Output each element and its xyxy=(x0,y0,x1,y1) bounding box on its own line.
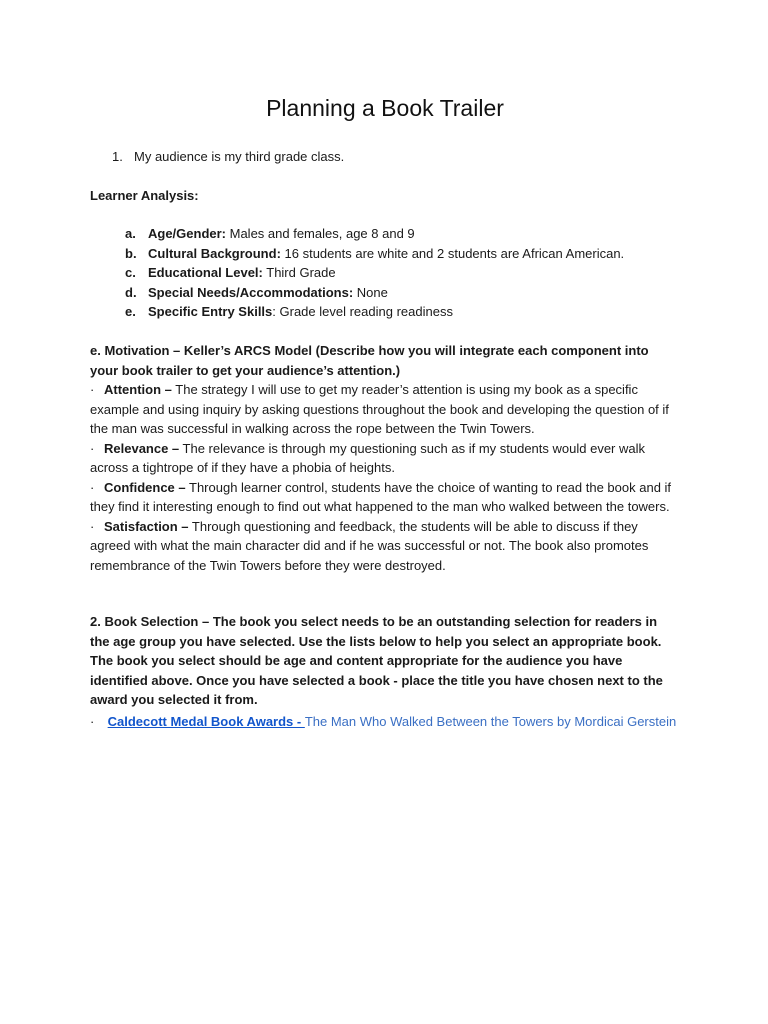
book-selection-section xyxy=(90,612,680,734)
arcs-confidence: · Confidence – Through learner control, students have the choice of wanting to read the book and if they find it interesting enough to find out what happened to the man who walked between the towers. xyxy=(90,479,672,514)
learner-analysis-heading: Learner Analysis: xyxy=(90,188,199,203)
learner-analysis-item: c. Educational Level: Third Grade xyxy=(125,265,336,280)
learner-analysis-list xyxy=(125,224,624,322)
award-entry: · Caldecott Medal Book Awards - The Man Who Walked Between the Towers by Mordicai Gerstein xyxy=(90,713,677,729)
motivation-heading: e. Motivation – Keller’s ARCS Model (Describe how you will integrate each component into your book trailer to get your audience’s attention.) xyxy=(90,343,649,378)
audience-item-text: My audience is my third grade class. xyxy=(134,149,345,164)
arcs-attention: · Attention – The strategy I will use to get my reader’s attention is using my book as a specific example and using inquiry by asking questions throughout the book and developing the question of if the man was successful in walking across the rope between the Twin Towers. xyxy=(90,382,669,436)
learner-analysis-item: b. Cultural Background: 16 students are white and 2 students are African American. xyxy=(125,245,625,261)
document-title: Planning a Book Trailer xyxy=(266,95,504,121)
learner-analysis-item: a. Age/Gender: Males and females, age 8 and 9 xyxy=(125,226,415,241)
book-selection-heading: 2. Book Selection – The book you select needs to be an outstanding selection for readers in the age group you have selected. Use the lists below to help you select an appropriate book. The book you select should be age and content appropriate for the audience you have identified above. Once you have selected a book - place the title you have chosen next to the award you selected it from. xyxy=(90,614,663,707)
arcs-relevance: · Relevance – The relevance is through my questioning such as if my students would ever walk across a tightrope of if they have a phobia of heights. xyxy=(90,440,646,475)
learner-analysis-item: d. Special Needs/Accommodations: None xyxy=(125,284,388,300)
selected-book-title: The Man Who Walked Between the Towers by Mordicai Gerstein xyxy=(304,713,677,729)
audience-item xyxy=(112,147,344,167)
caldecott-award-link[interactable]: Caldecott Medal Book Awards - xyxy=(107,713,305,729)
learner-analysis-item: e. Specific Entry Skills: Grade level reading readiness xyxy=(125,304,453,319)
arcs-satisfaction: · Satisfaction – Through questioning and feedback, the students will be able to discuss if they agreed with what the main character did and if he was successful or not. The book also promotes remembrance of the Twin Towers before they were destroyed. xyxy=(90,518,649,573)
audience-item-number: 1. xyxy=(112,149,123,164)
motivation-section xyxy=(90,341,680,575)
